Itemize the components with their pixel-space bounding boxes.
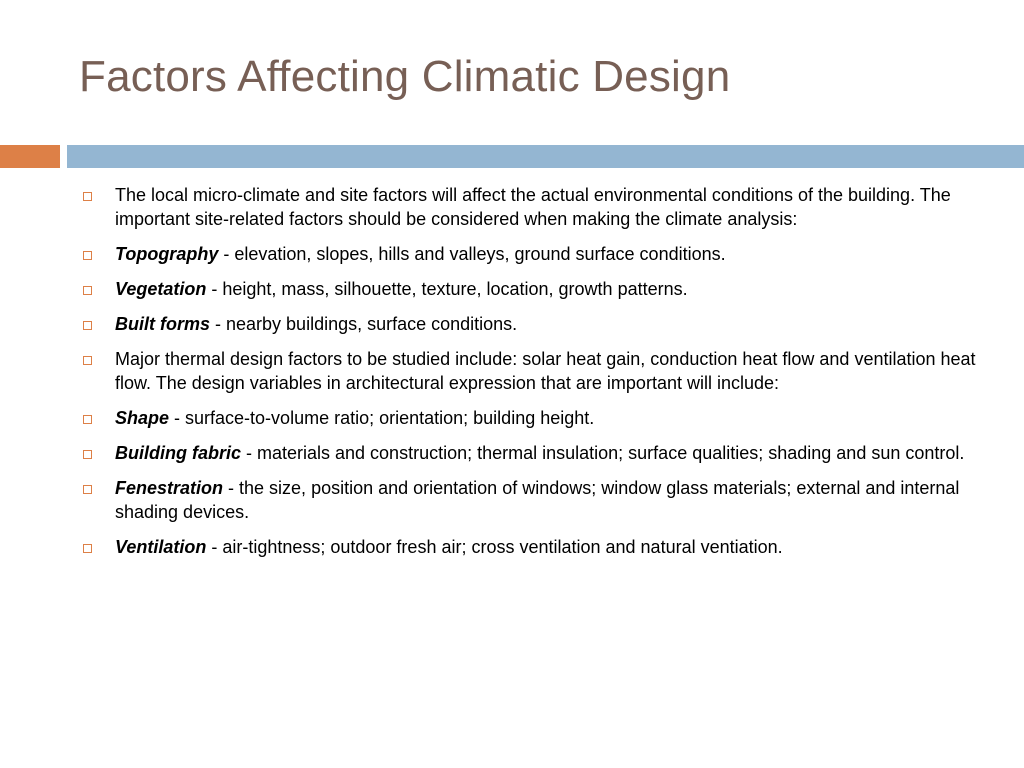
list-item (79, 277, 979, 301)
list-item (79, 347, 979, 395)
list-item (79, 535, 979, 559)
item-text: - air-tightness; outdoor fresh air; cross ventilation and natural ventiation. (206, 537, 783, 557)
square-bullet-icon (83, 544, 92, 553)
square-bullet-icon (83, 251, 92, 260)
list-item (79, 242, 979, 266)
list-item (79, 441, 979, 465)
item-term: Shape (115, 408, 170, 428)
list-item (79, 476, 979, 524)
square-bullet-icon (83, 321, 92, 330)
accent-bar-blue (67, 145, 1024, 168)
square-bullet-icon (83, 192, 92, 201)
item-text: - nearby buildings, surface conditions. (210, 314, 518, 334)
item-term: Fenestration (115, 478, 224, 498)
square-bullet-icon (83, 415, 92, 424)
list-item (79, 312, 979, 336)
item-text: - surface-to-volume ratio; orientation; building height. (169, 408, 595, 428)
item-term: Vegetation (115, 279, 207, 299)
item-text: Major thermal design factors to be studied include: solar heat gain, conduction heat flow and ventilation heat flow. The design variables in architectural expression that are important will include: (115, 349, 976, 393)
item-text: - height, mass, silhouette, texture, location, growth patterns. (206, 279, 688, 299)
item-text: The local micro-climate and site factors will affect the actual environmental conditions of the building. The important site-related factors should be considered when making the climate analysis: (115, 185, 951, 229)
list-item (79, 406, 979, 430)
square-bullet-icon (83, 356, 92, 365)
item-term: Ventilation (115, 537, 207, 557)
item-term: Topography (115, 244, 219, 264)
item-text: - the size, position and orientation of windows; window glass materials; external and internal shading devices. (115, 478, 960, 522)
bullet-list (79, 183, 979, 570)
square-bullet-icon (83, 286, 92, 295)
square-bullet-icon (83, 485, 92, 494)
item-term: Building fabric (115, 443, 241, 463)
accent-bar-orange (0, 145, 60, 168)
slide-title: Factors Affecting Climatic Design (79, 52, 731, 101)
item-term: Built forms (115, 314, 211, 334)
item-text: - materials and construction; thermal insulation; surface qualities; shading and sun control. (241, 443, 965, 463)
square-bullet-icon (83, 450, 92, 459)
list-item (79, 183, 979, 231)
item-text: - elevation, slopes, hills and valleys, ground surface conditions. (218, 244, 726, 264)
